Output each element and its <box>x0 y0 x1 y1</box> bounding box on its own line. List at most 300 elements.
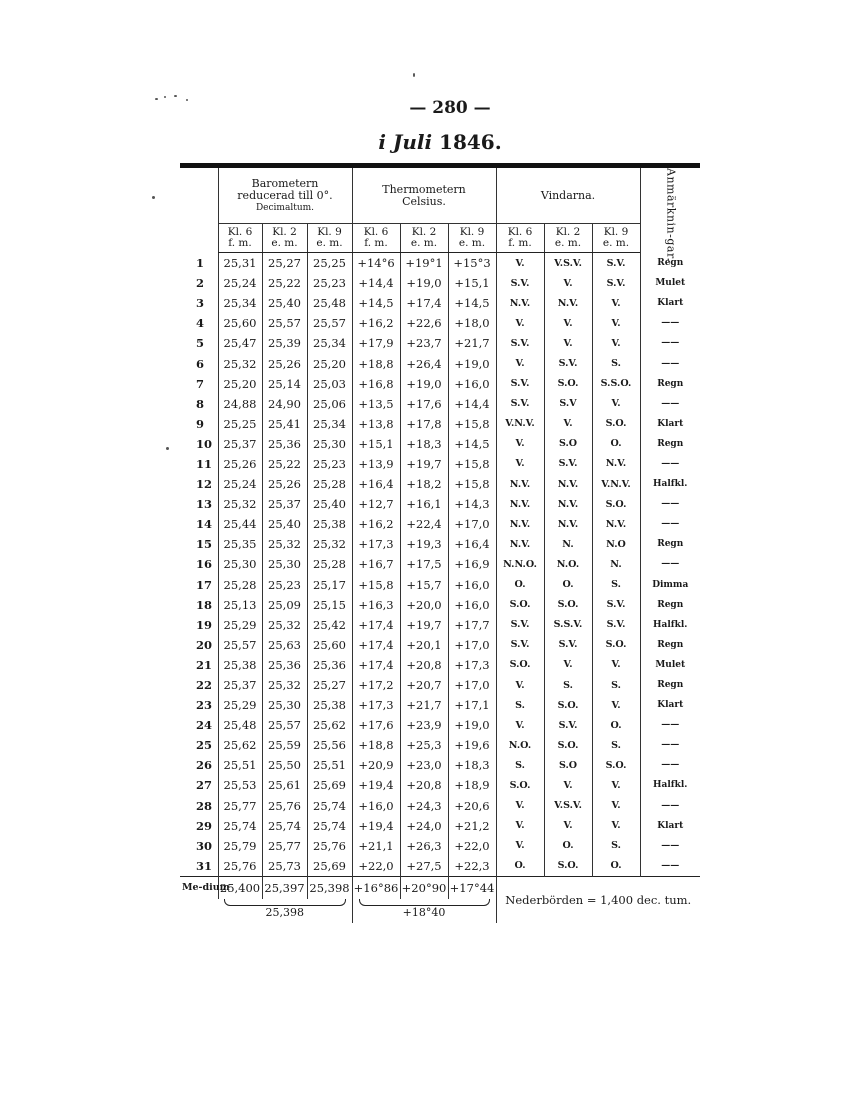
cell-bar-9: 25,62 <box>307 715 352 735</box>
cell-wind-9: S.V. <box>592 253 640 274</box>
cell-bar-6: 25,47 <box>218 333 262 353</box>
table-row <box>180 494 700 514</box>
table-row <box>180 796 700 816</box>
cell-therm-2: +26,3 <box>400 836 448 856</box>
cell-remark: Klart <box>640 414 700 434</box>
cell-remark: Regn <box>640 253 700 274</box>
table-row <box>180 253 700 274</box>
cell-wind-9: O. <box>592 434 640 454</box>
sub-header-hour: Kl. 2 <box>272 226 297 238</box>
page-number: — 280 — <box>409 98 491 118</box>
cell-wind-2: V. <box>544 816 592 836</box>
cell-bar-2: 25,59 <box>262 735 307 755</box>
cell-therm-9: +16,4 <box>448 534 496 554</box>
cell-bar-6: 25,51 <box>218 755 262 775</box>
table-row <box>180 675 700 695</box>
precipitation-note: Nederbörden = 1,400 dec. tum. <box>496 876 700 923</box>
cell-wind-9: N.V. <box>592 454 640 474</box>
cell-remark: Regn <box>640 434 700 454</box>
cell-bar-6: 25,29 <box>218 695 262 715</box>
cell-wind-6: V.N.V. <box>496 414 544 434</box>
cell-day: 3 <box>196 296 205 311</box>
cell-remark: —— <box>640 514 700 534</box>
wind-header: Vindarna. <box>496 168 640 224</box>
cell-bar-2: 24,90 <box>262 394 307 414</box>
cell-wind-9: V. <box>592 313 640 333</box>
table-row <box>180 695 700 715</box>
cell-wind-6: S.V. <box>496 374 544 394</box>
cell-remark: Klart <box>640 816 700 836</box>
cell-therm-9: +17,1 <box>448 695 496 715</box>
cell-bar-9: 25,60 <box>307 635 352 655</box>
cell-therm-6: +16,8 <box>352 374 400 394</box>
cell-therm-9: +16,0 <box>448 595 496 615</box>
cell-bar-9: 25,48 <box>307 293 352 313</box>
thermometer-title: Thermometern <box>382 182 466 196</box>
cell-remark: Halfkl. <box>640 775 700 795</box>
cell-therm-9: +16,0 <box>448 575 496 595</box>
header-group-row <box>180 168 700 224</box>
cell-day: 27 <box>196 778 213 793</box>
cell-therm-6: +16,2 <box>352 514 400 534</box>
sub-header-hour: Kl. 9 <box>603 226 629 238</box>
cell-therm-9: +17,7 <box>448 615 496 635</box>
cell-remark: Mulet <box>640 273 700 293</box>
cell-bar-2: 25,36 <box>262 434 307 454</box>
cell-wind-2: S.V. <box>544 353 592 373</box>
cell-therm-9: +14,5 <box>448 293 496 313</box>
cell-day: 25 <box>196 738 213 753</box>
cell-wind-6: N.V. <box>496 293 544 313</box>
sub-header-period: f. m. <box>508 237 532 249</box>
sub-header-period: e. m. <box>316 237 343 249</box>
cell-bar-9: 25,56 <box>307 735 352 755</box>
table-row <box>180 374 700 394</box>
sub-header-7 <box>496 224 544 253</box>
cell-wind-2: V. <box>544 273 592 293</box>
cell-wind-6: S. <box>496 695 544 715</box>
table-row <box>180 474 700 494</box>
cell-wind-6: N.O. <box>496 735 544 755</box>
cell-therm-9: +19,0 <box>448 353 496 373</box>
cell-bar-6: 25,26 <box>218 454 262 474</box>
table-row <box>180 755 700 775</box>
table-row <box>180 434 700 454</box>
cell-therm-2: +16,1 <box>400 494 448 514</box>
cell-wind-6: N.V. <box>496 474 544 494</box>
cell-bar-9: 25,51 <box>307 755 352 775</box>
cell-wind-2: S.V. <box>544 715 592 735</box>
medium-value: +16°86 <box>352 876 400 899</box>
cell-wind-2: N.V. <box>544 293 592 313</box>
cell-remark: —— <box>640 735 700 755</box>
cell-bar-9: 25,03 <box>307 374 352 394</box>
table-row <box>180 816 700 836</box>
cell-wind-6: S.V. <box>496 333 544 353</box>
cell-therm-9: +22,3 <box>448 856 496 877</box>
cell-therm-6: +14°6 <box>352 253 400 274</box>
cell-remark: —— <box>640 353 700 373</box>
cell-bar-6: 25,24 <box>218 273 262 293</box>
cell-day: 6 <box>196 356 205 371</box>
cell-bar-2: 25,27 <box>262 253 307 274</box>
cell-therm-6: +22,0 <box>352 856 400 877</box>
cell-bar-2: 25,09 <box>262 595 307 615</box>
cell-bar-2: 25,32 <box>262 534 307 554</box>
medium-value: +17°44 <box>448 876 496 899</box>
cell-wind-9: N.O <box>592 534 640 554</box>
cell-remark: —— <box>640 715 700 735</box>
cell-wind-2: V. <box>544 414 592 434</box>
cell-bar-9: 25,69 <box>307 856 352 877</box>
cell-bar-9: 25,23 <box>307 273 352 293</box>
cell-therm-9: +20,6 <box>448 796 496 816</box>
cell-wind-6: V. <box>496 313 544 333</box>
cell-bar-6: 25,25 <box>218 414 262 434</box>
cell-wind-9: S. <box>592 353 640 373</box>
cell-day: 18 <box>196 597 213 612</box>
cell-wind-9: N.V. <box>592 514 640 534</box>
cell-day: 5 <box>196 336 205 351</box>
ink-speck <box>166 447 169 450</box>
cell-therm-9: +14,4 <box>448 394 496 414</box>
cell-remark: —— <box>640 394 700 414</box>
cell-therm-6: +14,4 <box>352 273 400 293</box>
cell-wind-2: S. <box>544 675 592 695</box>
cell-wind-9: S. <box>592 836 640 856</box>
cell-therm-2: +27,5 <box>400 856 448 877</box>
cell-therm-9: +16,9 <box>448 554 496 574</box>
cell-wind-2: N.V. <box>544 474 592 494</box>
cell-bar-6: 25,34 <box>218 293 262 313</box>
medium-value: 25,398 <box>307 876 352 899</box>
sub-header-3 <box>307 224 352 253</box>
cell-wind-6: S.V. <box>496 273 544 293</box>
brace <box>359 899 490 906</box>
cell-therm-9: +14,5 <box>448 434 496 454</box>
cell-therm-9: +15,8 <box>448 414 496 434</box>
cell-therm-9: +17,3 <box>448 655 496 675</box>
weather-table <box>180 163 700 923</box>
cell-day: 22 <box>196 678 213 693</box>
thermometer-subtitle: Celsius. <box>402 194 446 208</box>
cell-bar-9: 25,28 <box>307 474 352 494</box>
cell-wind-9: N. <box>592 554 640 574</box>
table-row <box>180 394 700 414</box>
cell-therm-9: +16,0 <box>448 374 496 394</box>
cell-remark: Halfkl. <box>640 474 700 494</box>
cell-day: 20 <box>196 637 213 652</box>
cell-bar-2: 25,57 <box>262 715 307 735</box>
cell-remark: —— <box>640 313 700 333</box>
cell-bar-6: 25,32 <box>218 353 262 373</box>
cell-wind-9: S.S.O. <box>592 374 640 394</box>
barometer-subtitle: reducerad till 0°. <box>237 188 333 202</box>
sub-header-period: e. m. <box>410 237 438 249</box>
cell-therm-9: +19,0 <box>448 715 496 735</box>
cell-bar-2: 25,74 <box>262 816 307 836</box>
barometer-combined-mean <box>218 899 352 923</box>
cell-day: 29 <box>196 818 213 833</box>
cell-wind-2: O. <box>544 836 592 856</box>
cell-day: 23 <box>196 698 213 713</box>
cell-wind-9: S.O. <box>592 755 640 775</box>
cell-bar-6: 25,24 <box>218 474 262 494</box>
cell-therm-2: +23,9 <box>400 715 448 735</box>
cell-therm-6: +19,4 <box>352 816 400 836</box>
cell-bar-9: 25,74 <box>307 816 352 836</box>
cell-therm-6: +17,9 <box>352 333 400 353</box>
cell-therm-9: +15,1 <box>448 273 496 293</box>
cell-remark: Klart <box>640 293 700 313</box>
cell-bar-6: 25,48 <box>218 715 262 735</box>
cell-day: 11 <box>196 456 213 471</box>
cell-therm-6: +16,4 <box>352 474 400 494</box>
cell-remark: —— <box>640 856 700 877</box>
cell-wind-2: S.V. <box>544 454 592 474</box>
cell-bar-6: 25,60 <box>218 313 262 333</box>
cell-wind-2: S.V. <box>544 635 592 655</box>
cell-day: 4 <box>196 316 205 331</box>
cell-therm-6: +16,2 <box>352 313 400 333</box>
cell-therm-2: +20,8 <box>400 655 448 675</box>
day-header <box>180 168 218 253</box>
cell-bar-6: 25,76 <box>218 856 262 877</box>
cell-bar-9: 25,36 <box>307 655 352 675</box>
cell-therm-9: +22,0 <box>448 836 496 856</box>
cell-bar-2: 25,14 <box>262 374 307 394</box>
medium-value: 25,400 <box>218 876 262 899</box>
brace <box>224 899 346 906</box>
cell-wind-9: S.V. <box>592 273 640 293</box>
cell-therm-2: +19,3 <box>400 534 448 554</box>
cell-wind-9: V. <box>592 655 640 675</box>
sub-header-period: f. m. <box>364 237 388 249</box>
table-row <box>180 635 700 655</box>
cell-wind-9: V.N.V. <box>592 474 640 494</box>
cell-bar-6: 25,62 <box>218 735 262 755</box>
cell-bar-9: 25,17 <box>307 575 352 595</box>
cell-therm-6: +13,5 <box>352 394 400 414</box>
table-row <box>180 313 700 333</box>
cell-bar-2: 25,41 <box>262 414 307 434</box>
sub-header-hour: Kl. 9 <box>459 226 485 238</box>
cell-therm-9: +18,9 <box>448 775 496 795</box>
cell-remark: —— <box>640 796 700 816</box>
cell-therm-2: +17,6 <box>400 394 448 414</box>
cell-wind-6: V. <box>496 715 544 735</box>
sub-header-hour: Kl. 6 <box>227 226 253 238</box>
title-month: i Juli <box>378 130 433 154</box>
cell-bar-9: 25,34 <box>307 333 352 353</box>
cell-bar-2: 25,30 <box>262 695 307 715</box>
thermometer-combined-value: +18°40 <box>402 905 446 919</box>
cell-wind-6: V. <box>496 836 544 856</box>
barometer-combined-value: 25,398 <box>265 905 304 919</box>
table-row <box>180 554 700 574</box>
table-row <box>180 715 700 735</box>
table-row <box>180 454 700 474</box>
cell-bar-9: 25,28 <box>307 554 352 574</box>
cell-wind-9: S. <box>592 735 640 755</box>
cell-wind-9: S.V. <box>592 595 640 615</box>
cell-bar-9: 25,30 <box>307 434 352 454</box>
cell-bar-6: 25,13 <box>218 595 262 615</box>
table-row <box>180 293 700 313</box>
sub-header-hour: Kl. 6 <box>507 226 533 238</box>
cell-bar-2: 25,76 <box>262 796 307 816</box>
cell-therm-6: +16,0 <box>352 796 400 816</box>
cell-wind-6: S.O. <box>496 775 544 795</box>
cell-therm-2: +23,7 <box>400 333 448 353</box>
cell-therm-2: +22,4 <box>400 514 448 534</box>
cell-day: 12 <box>196 477 213 492</box>
cell-bar-9: 25,42 <box>307 615 352 635</box>
cell-bar-9: 25,15 <box>307 595 352 615</box>
cell-therm-2: +23,0 <box>400 755 448 775</box>
cell-therm-6: +13,9 <box>352 454 400 474</box>
cell-therm-6: +17,4 <box>352 615 400 635</box>
cell-remark: Mulet <box>640 655 700 675</box>
cell-wind-9: O. <box>592 715 640 735</box>
cell-bar-9: 25,57 <box>307 313 352 333</box>
cell-therm-2: +19,7 <box>400 454 448 474</box>
cell-wind-9: S. <box>592 675 640 695</box>
cell-bar-2: 25,50 <box>262 755 307 775</box>
cell-therm-2: +20,0 <box>400 595 448 615</box>
cell-wind-2: V.S.V. <box>544 253 592 274</box>
cell-wind-6: N.V. <box>496 514 544 534</box>
cell-therm-6: +17,3 <box>352 534 400 554</box>
cell-day: 9 <box>196 416 205 431</box>
cell-bar-2: 25,39 <box>262 333 307 353</box>
cell-day: 15 <box>196 537 213 552</box>
cell-wind-2: V. <box>544 333 592 353</box>
sub-header-9 <box>592 224 640 253</box>
cell-therm-2: +15,7 <box>400 575 448 595</box>
cell-therm-6: +18,8 <box>352 735 400 755</box>
cell-wind-6: N.V. <box>496 494 544 514</box>
sub-header-1 <box>218 224 262 253</box>
cell-wind-2: V.S.V. <box>544 796 592 816</box>
sub-header-4 <box>352 224 400 253</box>
cell-wind-6: V. <box>496 253 544 274</box>
barometer-header <box>218 168 352 224</box>
ink-speck <box>155 98 158 100</box>
cell-bar-6: 25,53 <box>218 775 262 795</box>
cell-bar-6: 25,74 <box>218 816 262 836</box>
cell-therm-2: +20,8 <box>400 775 448 795</box>
cell-wind-2: S.O <box>544 434 592 454</box>
cell-bar-2: 25,26 <box>262 474 307 494</box>
cell-therm-2: +19,7 <box>400 615 448 635</box>
cell-remark: Halfkl. <box>640 615 700 635</box>
cell-bar-2: 25,40 <box>262 514 307 534</box>
table-row <box>180 333 700 353</box>
table-row <box>180 856 700 877</box>
cell-wind-6: S.V. <box>496 635 544 655</box>
medium-value: 25,397 <box>262 876 307 899</box>
cell-therm-6: +15,8 <box>352 575 400 595</box>
medium-label: Me-dium <box>180 876 218 899</box>
cell-therm-2: +18,2 <box>400 474 448 494</box>
cell-remark: Regn <box>640 635 700 655</box>
cell-therm-9: +15°3 <box>448 253 496 274</box>
cell-remark: —— <box>640 836 700 856</box>
cell-bar-9: 25,69 <box>307 775 352 795</box>
cell-wind-6: S.V. <box>496 394 544 414</box>
cell-wind-2: S.O. <box>544 695 592 715</box>
cell-bar-2: 25,61 <box>262 775 307 795</box>
cell-therm-2: +17,8 <box>400 414 448 434</box>
cell-therm-9: +18,3 <box>448 755 496 775</box>
cell-therm-2: +24,3 <box>400 796 448 816</box>
cell-wind-2: V. <box>544 775 592 795</box>
cell-wind-9: V. <box>592 333 640 353</box>
cell-bar-9: 25,27 <box>307 675 352 695</box>
ink-speck <box>186 99 188 101</box>
cell-wind-9: S.O. <box>592 635 640 655</box>
cell-wind-6: S.O. <box>496 595 544 615</box>
cell-wind-9: S. <box>592 575 640 595</box>
cell-therm-6: +17,4 <box>352 655 400 675</box>
cell-wind-6: N.N.O. <box>496 554 544 574</box>
barometer-title: Barometern <box>251 176 319 190</box>
cell-therm-9: +15,8 <box>448 474 496 494</box>
cell-bar-6: 25,77 <box>218 796 262 816</box>
cell-bar-9: 25,76 <box>307 836 352 856</box>
cell-therm-9: +19,6 <box>448 735 496 755</box>
cell-bar-6: 25,32 <box>218 494 262 514</box>
cell-wind-6: O. <box>496 575 544 595</box>
cell-day: 17 <box>196 577 213 592</box>
cell-therm-2: +19,0 <box>400 273 448 293</box>
cell-bar-6: 25,20 <box>218 374 262 394</box>
cell-therm-2: +20,7 <box>400 675 448 695</box>
cell-bar-2: 25,30 <box>262 554 307 574</box>
cell-bar-9: 25,06 <box>307 394 352 414</box>
cell-wind-9: V. <box>592 816 640 836</box>
cell-day: 14 <box>196 517 213 532</box>
cell-wind-2: N.V. <box>544 494 592 514</box>
cell-day: 26 <box>196 758 213 773</box>
cell-bar-2: 25,40 <box>262 293 307 313</box>
cell-wind-2: N. <box>544 534 592 554</box>
cell-wind-2: V. <box>544 313 592 333</box>
cell-therm-6: +16,7 <box>352 554 400 574</box>
cell-day: 31 <box>196 858 213 873</box>
cell-therm-2: +20,1 <box>400 635 448 655</box>
cell-bar-9: 25,40 <box>307 494 352 514</box>
cell-remark: —— <box>640 333 700 353</box>
cell-therm-2: +25,3 <box>400 735 448 755</box>
sub-header-hour: Kl. 9 <box>317 226 342 238</box>
cell-day: 10 <box>196 436 213 451</box>
cell-wind-6: V. <box>496 454 544 474</box>
sub-header-period: e. m. <box>602 237 630 249</box>
cell-bar-2: 25,77 <box>262 836 307 856</box>
cell-remark: —— <box>640 755 700 775</box>
cell-wind-6: V. <box>496 353 544 373</box>
cell-remark: Regn <box>640 534 700 554</box>
cell-wind-9: V. <box>592 293 640 313</box>
cell-therm-2: +18,3 <box>400 434 448 454</box>
cell-therm-6: +21,1 <box>352 836 400 856</box>
cell-bar-2: 25,32 <box>262 615 307 635</box>
cell-bar-2: 25,37 <box>262 494 307 514</box>
cell-therm-9: +21,2 <box>448 816 496 836</box>
cell-therm-2: +26,4 <box>400 353 448 373</box>
